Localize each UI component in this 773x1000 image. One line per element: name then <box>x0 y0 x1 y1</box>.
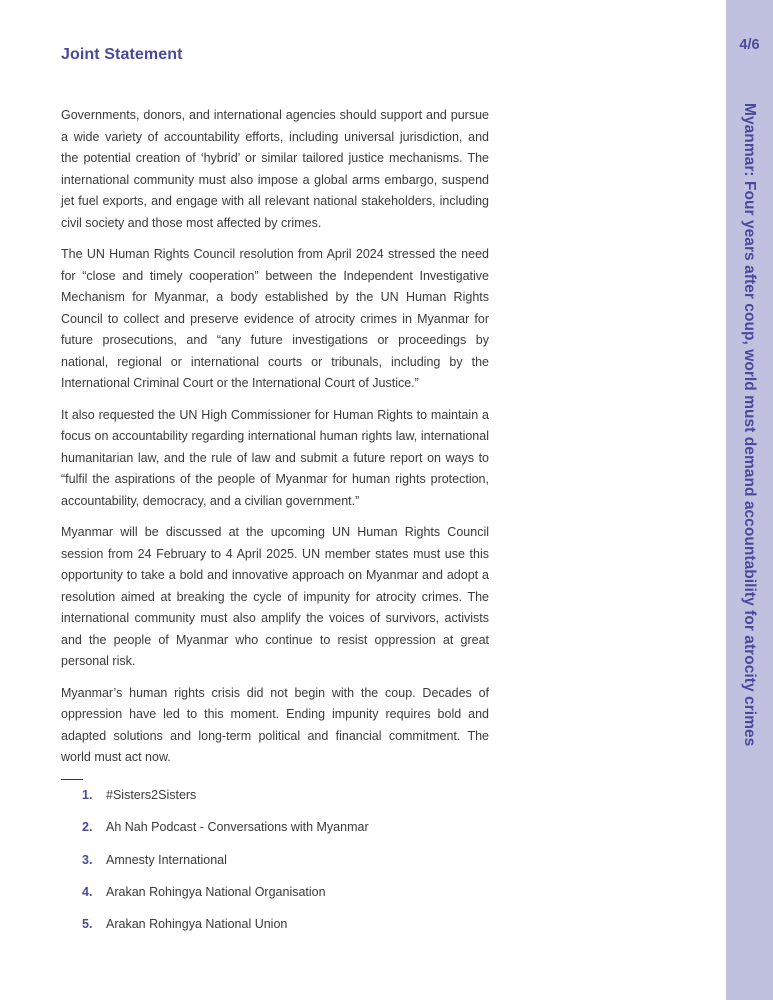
list-number: 2. <box>82 820 93 835</box>
list-item <box>82 882 369 914</box>
paragraph: It also requested the UN High Commissioner for Human Rights to maintain a focus on accountability regarding international human rights law, international humanitarian law, and the rule of law and submit a future report on ways to “fulfil the aspirations of the people of Myanmar for human rights protection, accountability, democracy, and a civilian government.” <box>61 407 489 508</box>
list-item <box>82 850 369 882</box>
paragraph: Myanmar’s human rights crisis did not begin with the coup. Decades of oppression have led to this moment. Ending impunity requires bold and adapted solutions and long-term political and financial commitment. The world must act now. <box>61 685 489 764</box>
document-title: Myanmar: Four years after coup, world must demand accountability for atrocity crimes <box>741 103 758 747</box>
paragraph: Governments, donors, and international agencies should support and pursue a wide variety of accountability efforts, including universal jurisdiction, and the potential creation of ‘hybrid’ or similar tailored justice mechanisms. The international community must also impose a global arms embargo, suspend jet fuel exports, and engage with all relevant national stakeholders, including civil society and those most affected by crimes. <box>61 108 489 230</box>
header <box>61 44 489 66</box>
statement-body <box>61 105 489 780</box>
paragraph: The UN Human Rights Council resolution from April 2024 stressed the need for “close and timely cooperation” between the Independent Investigative Mechanism for Myanmar, a body established by the UN Human Rights Council to collect and preserve evidence of atrocity crimes in Myanmar for future prosecutions, and “any future investigations or proceedings by national, regional or international courts or tribunals, including by the International Criminal Court or the International Court of Justice.” <box>61 247 489 390</box>
sidebar <box>726 0 773 1000</box>
signatory-list <box>82 785 369 946</box>
list-number: 4. <box>82 884 93 899</box>
signatory-name: #Sisters2Sisters <box>106 788 197 802</box>
section-title: Joint Statement <box>61 46 183 63</box>
page-number: 4/6 <box>739 37 760 53</box>
paragraph: Myanmar will be discussed at the upcoming UN Human Rights Council session from 24 February to 4 April 2025. UN member states must use this opportunity to take a bold and innovative approach on Myanmar and adopt a resolution aimed at breaking the cycle of impunity for atrocity crimes. The international community must also amplify the voices of survivors, activists and the people of Myanmar who continue to resist oppression at great personal risk. <box>61 525 489 668</box>
list-item <box>82 785 369 817</box>
list-number: 1. <box>82 788 93 802</box>
list-item <box>82 817 369 849</box>
signatory-name: Arakan Rohingya National Organisation <box>106 884 326 899</box>
list-item <box>82 914 369 946</box>
signatory-name: Arakan Rohingya National Union <box>106 917 288 932</box>
list-number: 3. <box>82 852 93 867</box>
signatory-name: Ah Nah Podcast - Conversations with Myanmar <box>106 820 369 835</box>
separator-rule <box>61 779 83 780</box>
list-number: 5. <box>82 917 93 932</box>
signatory-name: Amnesty International <box>106 852 227 867</box>
